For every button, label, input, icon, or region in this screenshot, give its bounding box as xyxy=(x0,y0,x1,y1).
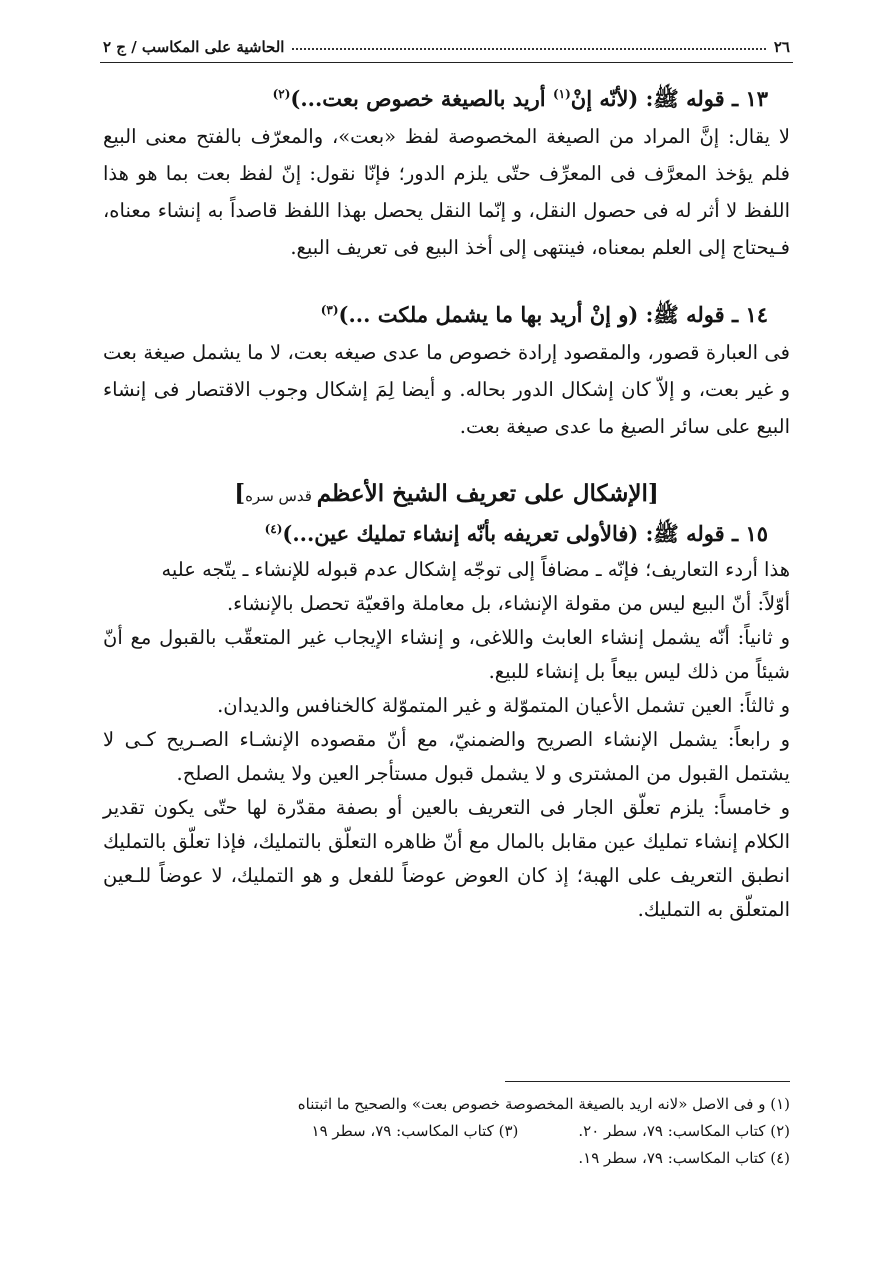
header-dot-leader xyxy=(292,40,765,50)
paragraph-14: فى العبارة قصور، والمقصود إرادة خصوص ما عدى صيغه بعت، لا ما يشمل صيغة بعت و غير بعت، و إلاّ كان إشكال الدور بحاله. و أيضا لِمَ إشكال وجوب الاقتصار فى إنشاء البيع على سائر الصيغ ما عدى صيغة بعت. xyxy=(103,341,790,438)
section-title-honorific: قدس سره xyxy=(245,487,317,505)
footnotes xyxy=(103,1091,790,1172)
footnote-4: (٤) كتاب المكاسب: ٧٩، سطر ١٩. xyxy=(578,1149,790,1167)
heading-13-rest: أريد بالصيغة خصوص بعت...) xyxy=(290,86,553,111)
heading-14-text: ١٤ ـ قوله ﷺ: (و إنْ أريد بها ما يشمل ملكت ...) xyxy=(338,302,768,327)
main-text xyxy=(103,80,790,927)
running-title: الحاشية على المكاسب / ج ٢ xyxy=(103,38,285,56)
footnote-2: (٢) كتاب المكاسب: ٧٩، سطر ٢٠. xyxy=(578,1122,790,1140)
section-title xyxy=(103,475,790,515)
section-title-bracket: ] xyxy=(234,480,246,507)
heading-13 xyxy=(103,80,790,118)
footnote-ref-4: (٤) xyxy=(264,522,283,536)
heading-15-text: ١٥ ـ قوله ﷺ: (فالأولى تعريفه بأنّه إنشاء تمليك عين...) xyxy=(282,521,768,546)
footnote-3: (٣) كتاب المكاسب: ٧٩، سطر ١٩ xyxy=(311,1122,519,1140)
heading-15 xyxy=(103,515,790,553)
heading-13-text: ١٣ ـ قوله ﷺ: (لأنّه إنْ xyxy=(570,86,768,111)
heading-14 xyxy=(103,296,790,334)
header-rule xyxy=(100,62,793,63)
objection-4: و رابعاً: يشمل الإنشاء الصريح والضمنيّ، مع أنّ مقصوده الإنشـاء الصـريح كـى لا يشتمل القبول من المشترى و لا يشمل قبول مستأجر العين ولا يشمل الصلح. xyxy=(103,728,790,785)
section-title-text: [الإشكال على تعريف الشيخ الأعظم xyxy=(316,480,659,507)
paragraph-13: لا يقال: إنَّ المراد من الصيغة المخصوصة لفظ «بعت»، والمعرّف بالفتح معنى البيع فلم يؤخذ المعرَّف فى المعرِّف حتّى يلزم الدور؛ فإنّا نقول: إنّ لفظ بعت بما هو هذا اللفظ لا أثر له فى حصول النقل، و إنّما النقل يحصل بهذا اللفظ قاصداً به إنشاء معناه، فـيحتاج إلى العلم بمعناه، فينتهى إلى أخذ البيع فى تعريف البيع. xyxy=(103,125,790,259)
objection-5: و خامساً: يلزم تعلّق الجار فى التعريف بالعين أو بصفة مقدّرة لها حتّى يكون تقدير الكلام إنشاء تمليك عين مقابل بالمال مع أنّ ظاهره التعلّق بالتمليك، فإذا تعلّق بالتمليك انطبق التعريف على الهبة؛ إذ كان العوض عوضاً للفعل و هو التمليك، لا عوضاً للـعين المتعلّق به التمليك. xyxy=(103,796,790,921)
footnote-ref-1: (١) xyxy=(552,87,571,101)
footnote-ref-3: (٣) xyxy=(320,303,339,317)
paragraph-15-intro: هذا أردء التعاريف؛ فإنّه ـ مضافاً إلى توجّه إشكال عدم قبوله للإنشاء ـ يتّجه عليه xyxy=(161,558,790,581)
objection-3: و ثالثاً: العين تشمل الأعيان المتموّلة و غير المتموّلة كالخنافس والديدان. xyxy=(217,694,790,717)
footnote-row-2-3 xyxy=(103,1118,790,1145)
footnote-1: (١) و فى الاصل «لانه اريد بالصيغة المخصوصة خصوص بعت» والصحيح ما اثبتناه xyxy=(297,1095,790,1113)
footnote-rule xyxy=(505,1081,790,1082)
objection-2: و ثانياً: أنّه يشمل إنشاء العابث واللاغى، و إنشاء الإيجاب غير المتعقّب بالقبول مع أنّ شيئاً من ذلك ليس بيعاً بل إنشاء للبيع. xyxy=(103,626,790,683)
page-number: ٢٦ xyxy=(773,38,790,56)
footnote-ref-2: (٢) xyxy=(272,87,291,101)
objection-1: أوّلاً: أنّ البيع ليس من مقولة الإنشاء، بل معاملة واقعيّة تحصل بالإنشاء. xyxy=(226,592,790,615)
running-header xyxy=(103,36,790,58)
